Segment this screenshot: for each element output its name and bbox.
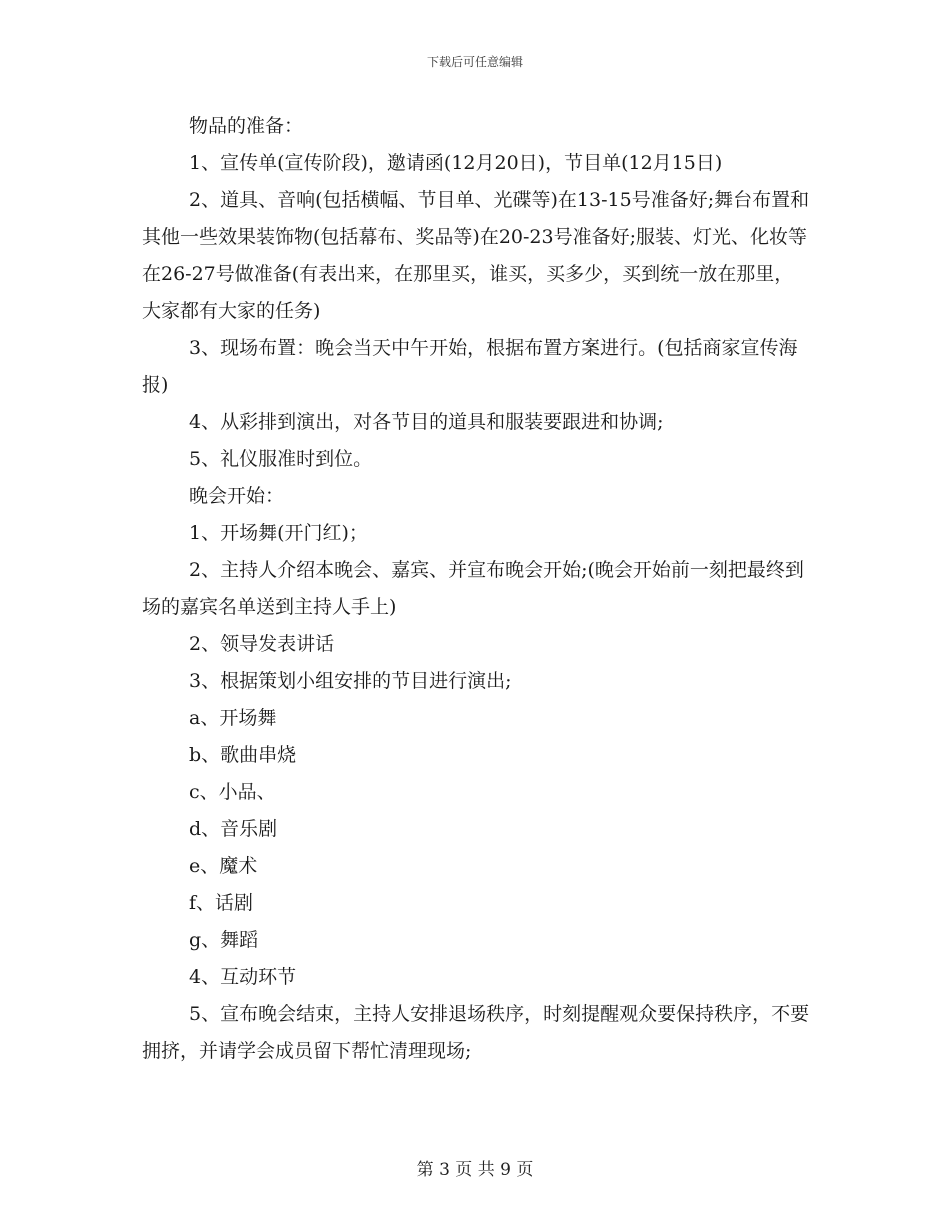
- paragraph-prep-3: 3、现场布置：晚会当天中午开始，根据布置方案进行。(包括商家宣传海报): [142, 337, 798, 396]
- paragraph-show-3: 3、根据策划小组安排的节目进行演出;: [189, 670, 512, 692]
- page-number-footer: 第 3 页 共 9 页: [416, 1160, 534, 1180]
- list-item-f: f、话剧: [189, 892, 254, 914]
- list-item-a: a、开场舞: [189, 707, 277, 729]
- paragraph-prep-2: 2、道具、音响(包括横幅、节目单、光碟等)在13-15号准备好;舞台布置和其他一些效果装饰物(包括幕布、奖品等)在20-23号准备好;服装、灯光、化妆等在26-27号做准备(有表出来，在那里买，谁买，买多少，买到统一放在那里，大家都有大家的任务): [142, 189, 810, 322]
- list-item-e: e、魔术: [189, 855, 258, 877]
- list-item-d: d、音乐剧: [189, 818, 278, 840]
- list-item-b: b、歌曲串烧: [189, 744, 297, 766]
- paragraph-show-4: 4、互动环节: [189, 966, 297, 988]
- paragraph-show-5: 5、宣布晚会结束，主持人安排退场秩序，时刻提醒观众要保持秩序，不要拥挤，并请学会成员留下帮忙清理现场;: [142, 1003, 810, 1062]
- list-item-g: g、舞蹈: [189, 929, 259, 951]
- paragraph-show-1: 1、开场舞(开门红)；: [189, 522, 368, 544]
- paragraph-prep-5: 5、礼仪服准时到位。: [189, 448, 373, 470]
- page-header-note: 下载后可任意编辑: [426, 55, 523, 69]
- paragraph-show-2b: 2、领导发表讲话: [189, 633, 335, 655]
- list-item-c: c、小品、: [189, 781, 276, 803]
- paragraph-prep-4: 4、从彩排到演出，对各节目的道具和服装要跟进和协调;: [189, 411, 664, 433]
- paragraph-show-start-heading: 晚会开始：: [189, 485, 285, 507]
- paragraph-items-prep-heading: 物品的准备：: [189, 115, 304, 137]
- document-body: [142, 108, 810, 1070]
- paragraph-prep-1: 1、宣传单(宣传阶段)，邀请函(12月20日)，节目单(12月15日): [189, 152, 723, 174]
- paragraph-show-2: 2、主持人介绍本晚会、嘉宾、并宣布晚会开始;(晚会开始前一刻把最终到场的嘉宾名单送到主持人手上): [142, 559, 804, 618]
